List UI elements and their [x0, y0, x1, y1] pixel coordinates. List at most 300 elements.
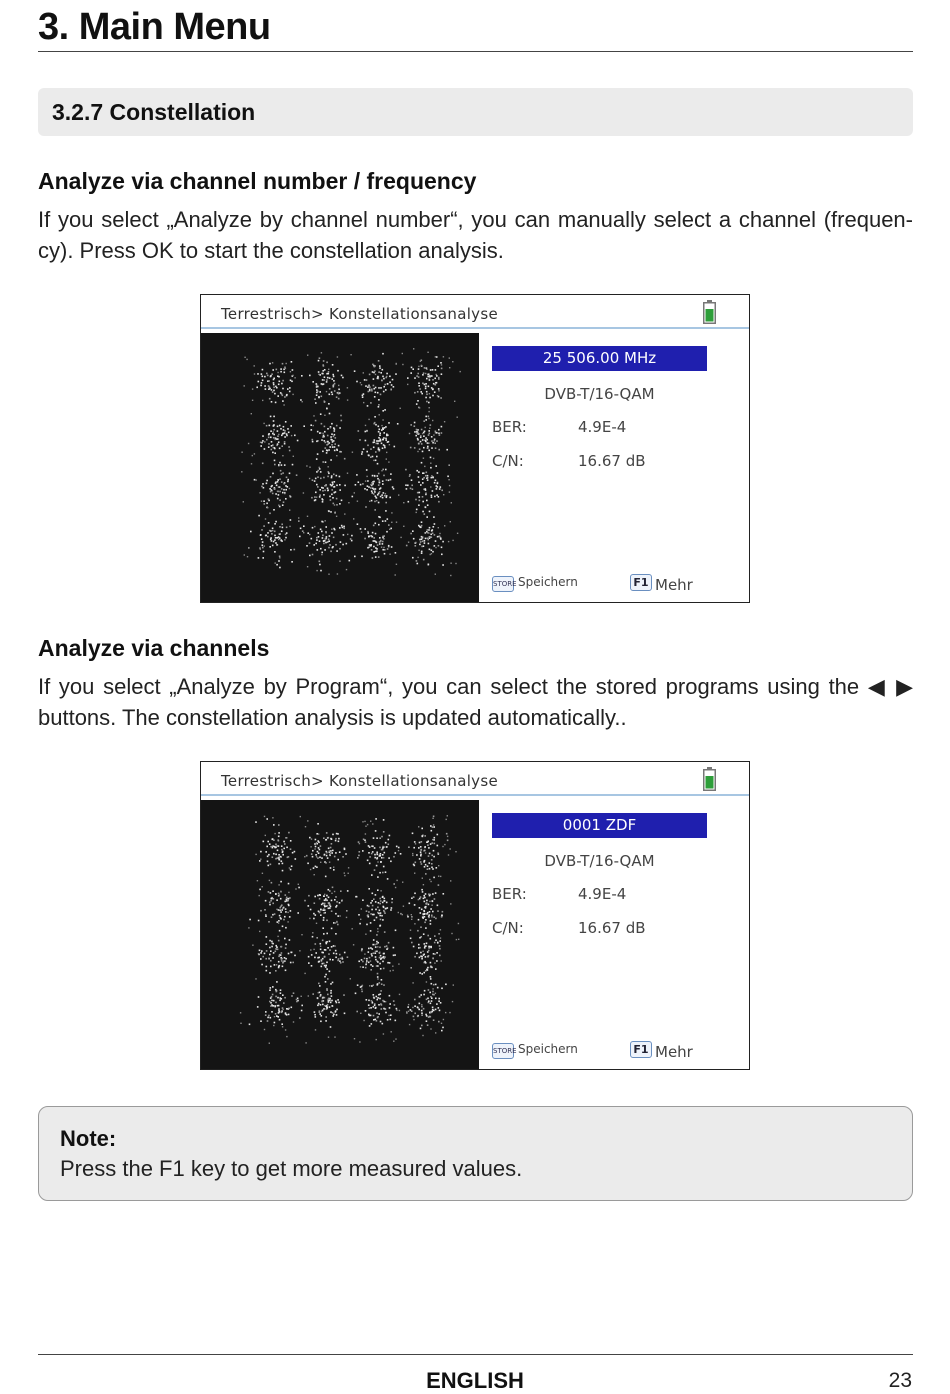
constellation-point [333, 440, 335, 442]
constellation-point [384, 946, 386, 948]
constellation-point [378, 516, 380, 518]
constellation-point [317, 549, 319, 551]
constellation-point [419, 388, 421, 390]
constellation-point [431, 536, 433, 538]
constellation-point [321, 1001, 323, 1003]
constellation-point [430, 996, 432, 998]
noise-point [257, 880, 258, 881]
constellation-point [284, 464, 286, 466]
constellation-point [285, 894, 287, 896]
constellation-point [311, 853, 313, 855]
constellation-point [282, 966, 284, 968]
constellation-point [313, 867, 315, 869]
noise-point [354, 492, 355, 493]
constellation-point [426, 1020, 428, 1022]
constellation-point [389, 1007, 391, 1009]
constellation-point [390, 528, 392, 530]
constellation-point [433, 856, 435, 858]
constellation-point [376, 440, 378, 442]
constellation-point [264, 953, 266, 955]
noise-point [264, 1029, 265, 1030]
constellation-point [316, 458, 318, 460]
constellation-point [387, 1019, 389, 1021]
header-divider [201, 794, 749, 796]
constellation-point [441, 1030, 443, 1032]
constellation-point [423, 954, 425, 956]
constellation-point [272, 391, 274, 393]
constellation-point [271, 946, 273, 948]
constellation-point [431, 983, 433, 985]
constellation-point [283, 429, 285, 431]
constellation-point [432, 868, 434, 870]
constellation-point [356, 381, 358, 383]
constellation-point [382, 902, 384, 904]
noise-point [391, 512, 392, 513]
constellation-point [423, 898, 425, 900]
constellation-point [329, 377, 331, 379]
constellation-point [443, 893, 445, 895]
device-screen-frequency [200, 294, 750, 603]
constellation-point [376, 1020, 378, 1022]
noise-point [360, 382, 361, 383]
noise-point [363, 372, 364, 373]
constellation-point [326, 941, 328, 943]
constellation-point [373, 1019, 375, 1021]
noise-point [360, 1013, 361, 1014]
constellation-point [437, 472, 439, 474]
constellation-point [418, 385, 420, 387]
constellation-point [435, 939, 437, 941]
constellation-point [319, 894, 321, 896]
constellation-point [329, 535, 331, 537]
constellation-point [370, 1015, 372, 1017]
constellation-point [279, 1019, 281, 1021]
constellation-point [336, 425, 338, 427]
constellation-point [336, 504, 338, 506]
noise-point [314, 874, 315, 875]
constellation-point [387, 878, 389, 880]
constellation-point [376, 917, 378, 919]
constellation-point [358, 855, 360, 857]
constellation-point [371, 874, 373, 876]
constellation-point [430, 920, 432, 922]
constellation-point [293, 992, 295, 994]
constellation-point [440, 537, 442, 539]
noise-point [309, 467, 310, 468]
constellation-point [300, 528, 302, 530]
constellation-point [431, 830, 433, 832]
constellation-point [425, 388, 427, 390]
constellation-point [326, 855, 328, 857]
constellation-point [430, 908, 432, 910]
constellation-point [269, 954, 271, 956]
constellation-point [331, 477, 333, 479]
constellation-point [385, 426, 387, 428]
constellation-point [442, 564, 444, 566]
constellation-point [276, 537, 278, 539]
constellation-point [327, 905, 329, 907]
constellation-point [445, 984, 447, 986]
constellation-point [310, 424, 312, 426]
constellation-point [328, 1001, 330, 1003]
constellation-point [270, 376, 272, 378]
selected-program[interactable]: 0001 ZDF [492, 813, 707, 838]
constellation-point [282, 1007, 284, 1009]
noise-point [241, 471, 242, 472]
cn-label: C/N: [492, 919, 524, 937]
constellation-point [378, 473, 380, 475]
noise-point [431, 553, 432, 554]
constellation-point [282, 863, 284, 865]
constellation-point [376, 951, 378, 953]
constellation-point [423, 447, 425, 449]
constellation-point [268, 433, 270, 435]
constellation-point [373, 388, 375, 390]
constellation-point [373, 378, 375, 380]
constellation-point [427, 998, 429, 1000]
constellation-point [407, 916, 409, 918]
constellation-point [330, 551, 332, 553]
constellation-point [262, 545, 264, 547]
constellation-point [371, 490, 373, 492]
constellation-point [285, 958, 287, 960]
constellation-point [284, 443, 286, 445]
constellation-point [383, 475, 385, 477]
footer-language: ENGLISH [426, 1368, 524, 1393]
constellation-point [373, 525, 375, 527]
noise-point [415, 843, 416, 844]
constellation-point [284, 441, 286, 443]
constellation-point [376, 456, 378, 458]
constellation-point [425, 919, 427, 921]
constellation-point [286, 897, 288, 899]
constellation-point [323, 436, 325, 438]
constellation-point [340, 962, 342, 964]
constellation-point [316, 866, 318, 868]
noise-point [244, 385, 245, 386]
noise-point [451, 502, 452, 503]
constellation-point [386, 945, 388, 947]
constellation-point [428, 416, 430, 418]
noise-point [370, 821, 371, 822]
constellation-point [372, 851, 374, 853]
constellation-point [280, 392, 282, 394]
constellation-point [289, 391, 291, 393]
constellation-point [289, 450, 291, 452]
constellation-point [415, 542, 417, 544]
constellation-point [307, 532, 309, 534]
constellation-point [319, 357, 321, 359]
constellation-point [438, 429, 440, 431]
constellation-point [323, 933, 325, 935]
noise-point [399, 994, 400, 995]
constellation-point [275, 989, 277, 991]
noise-point [275, 439, 276, 440]
noise-point [307, 355, 308, 356]
constellation-point [336, 475, 338, 477]
constellation-point [258, 920, 260, 922]
constellation-point [315, 499, 317, 501]
constellation-point [288, 432, 290, 434]
constellation-point [326, 839, 328, 841]
constellation-point [326, 536, 328, 538]
constellation-point [371, 953, 373, 955]
constellation-point [361, 959, 363, 961]
noise-point [292, 375, 293, 376]
constellation-point [372, 948, 374, 950]
constellation-point [308, 956, 310, 958]
constellation-point [334, 899, 336, 901]
constellation-point [339, 851, 341, 853]
constellation-point [318, 371, 320, 373]
constellation-point [368, 906, 370, 908]
constellation-point [327, 441, 329, 443]
constellation-point [275, 1013, 277, 1015]
constellation-point [426, 394, 428, 396]
constellation-point [332, 374, 334, 376]
constellation-point [365, 964, 367, 966]
constellation-point [280, 898, 282, 900]
constellation-point [269, 546, 271, 548]
noise-point [455, 851, 456, 852]
constellation-point [271, 1011, 273, 1013]
constellation-point [381, 957, 383, 959]
constellation-point [343, 526, 345, 528]
constellation-point [418, 504, 420, 506]
constellation-point [436, 432, 438, 434]
constellation-point [373, 837, 375, 839]
noise-point [418, 899, 419, 900]
constellation-point [377, 889, 379, 891]
noise-point [402, 914, 403, 915]
noise-point [385, 495, 386, 496]
noise-point [301, 996, 302, 997]
constellation-point [432, 991, 434, 993]
constellation-point [294, 851, 296, 853]
constellation-point [366, 999, 368, 1001]
constellation-point [326, 968, 328, 970]
constellation-point [419, 972, 421, 974]
constellation-point [319, 912, 321, 914]
constellation-point [270, 430, 272, 432]
constellation-point [321, 439, 323, 441]
constellation-point [271, 445, 273, 447]
constellation-point [283, 961, 285, 963]
noise-point [240, 1012, 241, 1013]
constellation-point [367, 480, 369, 482]
constellation-point [257, 373, 259, 375]
noise-point [278, 505, 279, 506]
store-key-icon[interactable]: STORE [492, 576, 514, 592]
constellation-point [328, 371, 330, 373]
noise-point [316, 497, 317, 498]
noise-point [267, 507, 268, 508]
constellation-point [377, 907, 379, 909]
constellation-point [274, 964, 276, 966]
noise-point [304, 856, 305, 857]
constellation-point [271, 941, 273, 943]
constellation-point [441, 373, 443, 375]
constellation-point [388, 524, 390, 526]
constellation-plot [201, 800, 479, 1069]
f1-key-icon[interactable]: F1 [630, 574, 652, 591]
constellation-point [332, 497, 334, 499]
constellation-point [387, 907, 389, 909]
constellation-point [335, 957, 337, 959]
constellation-point [279, 462, 281, 464]
constellation-point [386, 846, 388, 848]
constellation-point [382, 353, 384, 355]
constellation-point [278, 966, 280, 968]
constellation-point [322, 364, 324, 366]
constellation-point [421, 1014, 423, 1016]
noise-point [429, 428, 430, 429]
constellation-point [375, 959, 377, 961]
noise-point [435, 1032, 436, 1033]
constellation-point [271, 996, 273, 998]
constellation-point [437, 905, 439, 907]
constellation-point [320, 413, 322, 415]
constellation-point [277, 850, 279, 852]
constellation-point [365, 841, 367, 843]
constellation-point [331, 532, 333, 534]
constellation-point [391, 384, 393, 386]
constellation-point [264, 385, 266, 387]
constellation-point [424, 922, 426, 924]
noise-point [280, 891, 281, 892]
constellation-point [423, 559, 425, 561]
constellation-point [270, 476, 272, 478]
constellation-point [331, 391, 333, 393]
constellation-point [324, 854, 326, 856]
noise-point [430, 554, 431, 555]
constellation-point [386, 531, 388, 533]
constellation-point [379, 837, 381, 839]
constellation-point [322, 501, 324, 503]
constellation-point [433, 877, 435, 879]
constellation-point [382, 497, 384, 499]
constellation-point [438, 496, 440, 498]
f1-key-icon[interactable]: F1 [630, 1041, 652, 1058]
constellation-point [377, 443, 379, 445]
constellation-point [312, 479, 314, 481]
constellation-point [356, 474, 358, 476]
noise-point [409, 433, 410, 434]
constellation-point [274, 1022, 276, 1024]
noise-point [316, 856, 317, 857]
screen-header: Terrestrisch> Konstellationsanalyse [221, 772, 498, 790]
noise-point [429, 393, 430, 394]
constellation-point [314, 1014, 316, 1016]
constellation-point [360, 528, 362, 530]
constellation-point [335, 933, 337, 935]
selected-frequency[interactable]: 25 506.00 MHz [492, 346, 707, 371]
constellation-point [258, 515, 260, 517]
constellation-point [287, 900, 289, 902]
constellation-point [378, 437, 380, 439]
constellation-point [276, 387, 278, 389]
constellation-point [365, 385, 367, 387]
constellation-point [365, 506, 367, 508]
constellation-point [324, 431, 326, 433]
noise-point [423, 458, 424, 459]
constellation-point [375, 830, 377, 832]
noise-point [375, 374, 376, 375]
constellation-point [327, 978, 329, 980]
constellation-point [286, 477, 288, 479]
constellation-point [330, 867, 332, 869]
constellation-point [335, 491, 337, 493]
noise-point [430, 1028, 431, 1029]
noise-point [276, 964, 277, 965]
constellation-point [273, 541, 275, 543]
constellation-point [421, 443, 423, 445]
constellation-point [355, 896, 357, 898]
constellation-point [372, 536, 374, 538]
noise-point [328, 574, 329, 575]
constellation-point [381, 494, 383, 496]
constellation-point [430, 1003, 432, 1005]
noise-point [247, 556, 248, 557]
constellation-point [421, 956, 423, 958]
constellation-point [436, 960, 438, 962]
noise-point [452, 1001, 453, 1002]
constellation-point [332, 887, 334, 889]
modulation-mode: DVB-T/16-QAM [544, 852, 655, 870]
constellation-point [388, 422, 390, 424]
constellation-point [265, 851, 267, 853]
noise-point [369, 985, 370, 986]
noise-point [319, 467, 320, 468]
noise-point [291, 435, 292, 436]
constellation-point [375, 952, 377, 954]
constellation-point [319, 898, 321, 900]
constellation-point [271, 401, 273, 403]
device-screen-program [200, 761, 750, 1070]
constellation-point [418, 1009, 420, 1011]
constellation-point [382, 854, 384, 856]
constellation-point [286, 899, 288, 901]
constellation-point [321, 952, 323, 954]
constellation-point [331, 494, 333, 496]
noise-point [366, 962, 367, 963]
noise-point [408, 1011, 409, 1012]
constellation-point [283, 841, 285, 843]
constellation-point [331, 475, 333, 477]
store-key-icon[interactable]: STORE [492, 1043, 514, 1059]
constellation-point [427, 376, 429, 378]
noise-point [275, 562, 276, 563]
constellation-point [373, 423, 375, 425]
constellation-point [373, 939, 375, 941]
constellation-point [281, 998, 283, 1000]
constellation-point [380, 919, 382, 921]
constellation-point [431, 863, 433, 865]
constellation-point [421, 909, 423, 911]
constellation-point [425, 383, 427, 385]
constellation-point [440, 486, 442, 488]
noise-point [310, 949, 311, 950]
noise-point [305, 1042, 306, 1043]
constellation-point [328, 837, 330, 839]
constellation-point [331, 946, 333, 948]
noise-point [283, 404, 284, 405]
constellation-point [378, 431, 380, 433]
constellation-point [428, 564, 430, 566]
constellation-point [378, 404, 380, 406]
constellation-point [282, 908, 284, 910]
constellation-point [264, 376, 266, 378]
